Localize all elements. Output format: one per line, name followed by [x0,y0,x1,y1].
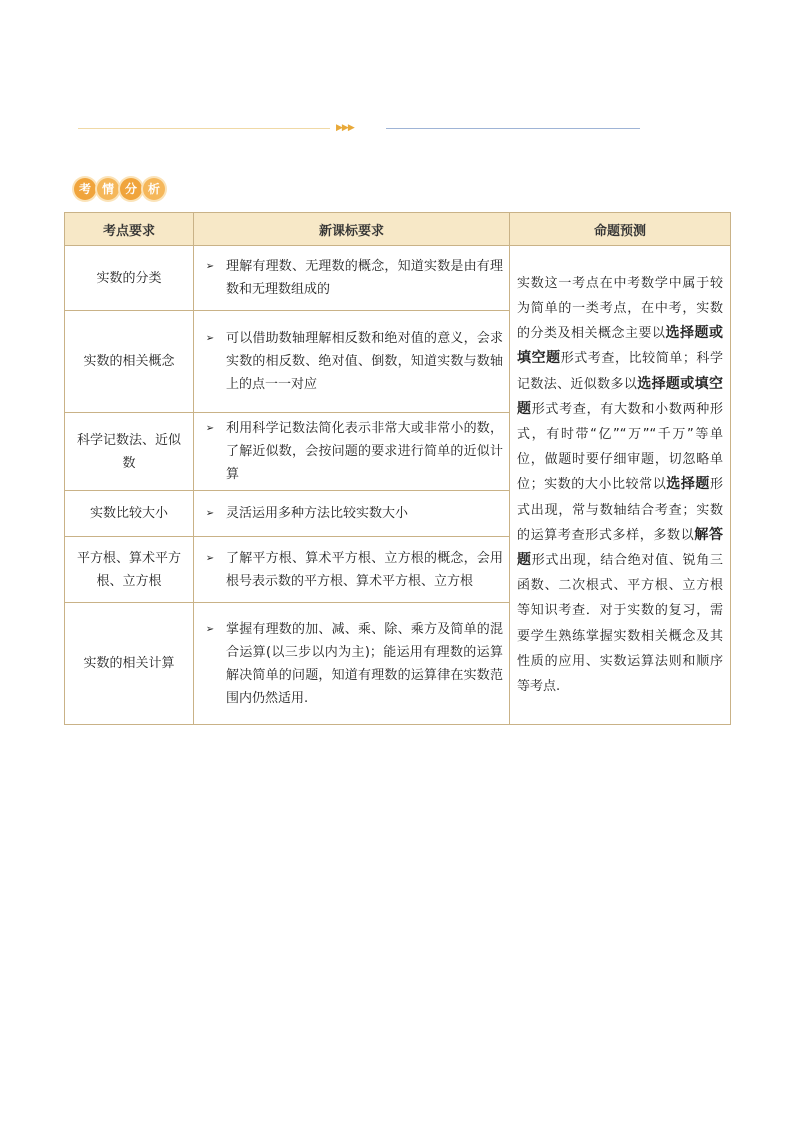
exam-analysis-table [64,212,731,725]
header-prediction: 命题预测 [510,213,731,246]
row-category: 实数比较大小 [65,491,194,537]
divider-right-line [386,128,640,129]
arrow-bullet-icon: ➢ [205,552,215,564]
row-requirement [194,413,510,491]
prediction-bold-text: 选择题或填空题 [517,375,723,417]
row-category: 实数的分类 [65,246,194,311]
arrow-bullet-icon: ➢ [205,508,215,519]
section-title-char: 情 [97,178,119,200]
row-category: 平方根、算术平方根、立方根 [65,537,194,603]
row-category: 实数的相关概念 [65,311,194,413]
requirement-text: 灵活运用多种方法比较实数大小 [226,506,409,521]
prediction-text: 形式出现，结合绝对值、锐角三函数、二次根式、平方根、立方根等知识考查．对于实数的复习，需要学生熟练掌握实数相关概念及其性质的应用、实数运算法则和顺序等考点. [517,553,723,695]
row-requirement [194,537,510,603]
prediction-bold-text: 选择题或填空题 [517,325,723,367]
prediction-text: 形式出现，常与数轴结合考查；实数的运算考查形式多样，多数以 [517,477,723,543]
prediction-bold-text: 选择题 [666,476,710,493]
header-curriculum-requirements: 新课标要求 [194,213,510,246]
section-title-char: 考 [74,178,96,200]
section-title-char: 析 [143,178,165,200]
arrow-bullet-icon: ➢ [205,333,215,344]
section-title-char: 分 [120,178,142,200]
section-title-badge [74,175,165,203]
header-exam-points: 考点要求 [65,213,194,246]
row-category: 科学记数法、近似数 [65,413,194,491]
table-header-row [65,213,731,246]
arrow-bullet-icon: ➢ [205,423,215,434]
prediction-text: 实数这一考点在中考数学中属于较为简单的一类考点，在中考，实数的分类及相关概念主要以 [517,275,723,342]
table-row [65,246,731,311]
arrow-bullet-icon: ➢ [205,623,215,635]
requirement-text: 了解平方根、算术平方根、立方根的概念，会用根号表示数的平方根、算术平方根、立方根 [226,550,503,589]
prediction-bold-text: 解答题 [517,526,723,568]
divider-left-line [78,128,330,129]
requirement-text: 利用科学记数法简化表示非常大或非常小的数，了解近似数，会按问题的要求进行简单的近似计算 [226,421,503,482]
row-requirement [194,311,510,413]
divider-arrows-icon: ▶▶▶ [336,123,354,133]
requirement-text: 可以借助数轴理解相反数和绝对值的意义，会求实数的相反数、绝对值、倒数，知道实数与数轴上的点一一对应 [226,331,503,392]
header-divider [78,122,640,134]
requirement-text: 掌握有理数的加、减、乘、除、乘方及简单的混合运算(以三步以内为主)；能运用有理数的运算解决简单的问题，知道有理数的运算律在实数范围内仍然适用. [226,621,503,706]
row-category: 实数的相关计算 [65,603,194,725]
prediction-cell [510,246,731,725]
row-requirement [194,491,510,537]
prediction-text: 形式考查，有大数和小数两种形式，有时带“亿”“万”“千万”等单位，做题时要仔细审题，切忽略单位；实数的大小比较常以 [517,401,723,493]
row-requirement [194,246,510,311]
arrow-bullet-icon: ➢ [205,261,215,272]
prediction-text: 形式考查，比较简单；科学记数法、近似数多以 [517,351,723,392]
requirement-text: 理解有理数、无理数的概念，知道实数是由有理数和无理数组成的 [226,259,503,297]
row-requirement [194,603,510,725]
